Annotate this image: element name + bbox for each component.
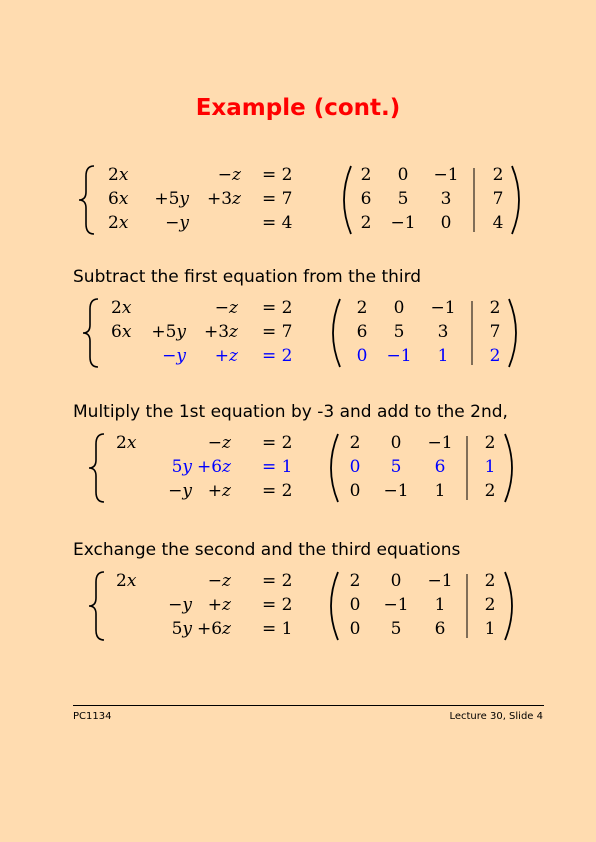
matrix-entry-1-1-0: 6 (356, 322, 368, 342)
matrix-entry-1-0-0: 2 (356, 298, 368, 318)
eq-term-2-2-3: = 2 (262, 481, 293, 501)
matrix-entry-0-1-1: 5 (397, 189, 409, 209)
eq-term-0-2-1: −y (165, 213, 189, 233)
matrix-entry-3-1-3: 2 (484, 595, 496, 615)
matrix-entry-0-0-2: −1 (433, 165, 459, 185)
eq-term-1-2-2: +z (214, 346, 238, 366)
matrix-entry-1-2-1: −1 (386, 346, 412, 366)
matrix-left-paren (333, 299, 340, 367)
eq-term-3-1-2: +z (207, 595, 231, 615)
left-brace (83, 299, 98, 367)
matrix-entry-2-0-1: 0 (390, 433, 402, 453)
matrix-entry-0-1-2: 3 (440, 189, 452, 209)
eq-term-1-1-3: = 7 (262, 322, 293, 342)
eq-term-1-0-2: −z (214, 298, 238, 318)
eq-term-2-1-2: +6z (196, 457, 231, 477)
matrix-entry-1-2-2: 1 (437, 346, 449, 366)
matrix-entry-1-1-1: 5 (393, 322, 405, 342)
step-2-caption: Subtract the first equation from the third (73, 267, 422, 287)
matrix-entry-3-1-2: 1 (434, 595, 446, 615)
eq-term-0-0-3: = 2 (262, 165, 293, 185)
step-4-caption: Exchange the second and the third equations (73, 540, 461, 560)
matrix-right-paren (512, 166, 519, 234)
eq-term-0-2-0: 2x (108, 213, 129, 233)
eq-term-1-1-0: 6x (111, 322, 132, 342)
eq-term-3-1-3: = 2 (262, 595, 293, 615)
slide-title: Example (cont.) (195, 95, 401, 121)
eq-term-2-1-1: 5y (171, 457, 192, 477)
eq-term-1-0-0: 2x (111, 298, 132, 318)
matrix-entry-1-2-0: 0 (356, 346, 368, 366)
eq-term-3-0-2: −z (207, 571, 231, 591)
matrix-entry-1-1-2: 3 (437, 322, 449, 342)
eq-term-3-0-3: = 2 (262, 571, 293, 591)
matrix-left-paren (331, 572, 338, 640)
eq-term-2-2-2: +z (207, 481, 231, 501)
matrix-left-paren (344, 166, 351, 234)
matrix-entry-2-0-3: 2 (484, 433, 496, 453)
eq-term-0-1-1: +5y (154, 189, 189, 209)
eq-term-3-0-0: 2x (116, 571, 137, 591)
eq-term-0-1-3: = 7 (262, 189, 293, 209)
matrix-entry-1-2-3: 2 (489, 346, 501, 366)
eq-term-1-1-2: +3z (203, 322, 238, 342)
eq-term-0-0-2: −z (217, 165, 241, 185)
matrix-entry-0-2-0: 2 (360, 213, 372, 233)
matrix-right-paren (509, 299, 516, 367)
matrix-entry-3-0-2: −1 (427, 571, 453, 591)
eq-term-2-0-2: −z (207, 433, 231, 453)
matrix-entry-3-1-0: 0 (349, 595, 361, 615)
matrix-entry-0-0-3: 2 (492, 165, 504, 185)
matrix-entry-2-0-2: −1 (427, 433, 453, 453)
matrix-entry-2-1-3: 1 (484, 457, 496, 477)
matrix-entry-1-1-3: 7 (489, 322, 501, 342)
left-brace (89, 572, 104, 640)
eq-term-0-2-3: = 4 (262, 213, 293, 233)
matrix-entry-2-1-2: 6 (434, 457, 446, 477)
eq-term-3-1-1: −y (168, 595, 192, 615)
matrix-entry-3-2-1: 5 (390, 619, 402, 639)
matrix-entry-1-0-2: −1 (430, 298, 456, 318)
step-3-caption: Multiply the 1st equation by -3 and add to the 2nd, (73, 402, 508, 422)
left-brace (89, 434, 104, 502)
eq-term-1-2-1: −y (162, 346, 186, 366)
eq-term-1-0-3: = 2 (262, 298, 293, 318)
matrix-entry-2-2-0: 0 (349, 481, 361, 501)
matrix-entry-3-0-0: 2 (349, 571, 361, 591)
matrix-entry-3-0-1: 0 (390, 571, 402, 591)
matrix-entry-2-2-2: 1 (434, 481, 446, 501)
matrix-entry-3-1-1: −1 (383, 595, 409, 615)
matrix-entry-0-1-0: 6 (360, 189, 372, 209)
eq-term-2-0-3: = 2 (262, 433, 293, 453)
matrix-entry-0-1-3: 7 (492, 189, 504, 209)
eq-term-0-0-0: 2x (108, 165, 129, 185)
matrix-entry-1-0-1: 0 (393, 298, 405, 318)
eq-term-3-2-2: +6z (196, 619, 231, 639)
matrix-right-paren (505, 434, 512, 502)
eq-term-1-2-3: = 2 (262, 346, 293, 366)
footer-course: PC1134 (73, 711, 112, 722)
matrix-entry-3-2-3: 1 (484, 619, 496, 639)
left-brace (79, 166, 94, 234)
matrix-entry-2-2-1: −1 (383, 481, 409, 501)
matrix-entry-3-2-0: 0 (349, 619, 361, 639)
matrix-entry-0-0-0: 2 (360, 165, 372, 185)
eq-term-2-0-0: 2x (116, 433, 137, 453)
matrix-entry-0-2-3: 4 (492, 213, 504, 233)
matrix-entry-2-1-0: 0 (349, 457, 361, 477)
matrix-entry-3-0-3: 2 (484, 571, 496, 591)
eq-term-2-2-1: −y (168, 481, 192, 501)
eq-term-1-1-1: +5y (151, 322, 186, 342)
eq-term-0-1-2: +3z (206, 189, 241, 209)
matrix-entry-2-0-0: 2 (349, 433, 361, 453)
eq-term-0-1-0: 6x (108, 189, 129, 209)
matrix-entry-0-0-1: 0 (397, 165, 409, 185)
matrix-entry-3-2-2: 6 (434, 619, 446, 639)
matrix-right-paren (505, 572, 512, 640)
matrix-entry-2-2-3: 2 (484, 481, 496, 501)
matrix-entry-2-1-1: 5 (390, 457, 402, 477)
eq-term-2-1-3: = 1 (262, 457, 293, 477)
matrix-left-paren (331, 434, 338, 502)
matrix-entry-1-0-3: 2 (489, 298, 501, 318)
footer-slide-ref: Lecture 30, Slide 4 (449, 711, 543, 722)
footer-divider (73, 705, 544, 706)
matrix-entry-0-2-2: 0 (440, 213, 452, 233)
matrix-entry-0-2-1: −1 (390, 213, 416, 233)
eq-term-3-2-3: = 1 (262, 619, 293, 639)
eq-term-3-2-1: 5y (171, 619, 192, 639)
